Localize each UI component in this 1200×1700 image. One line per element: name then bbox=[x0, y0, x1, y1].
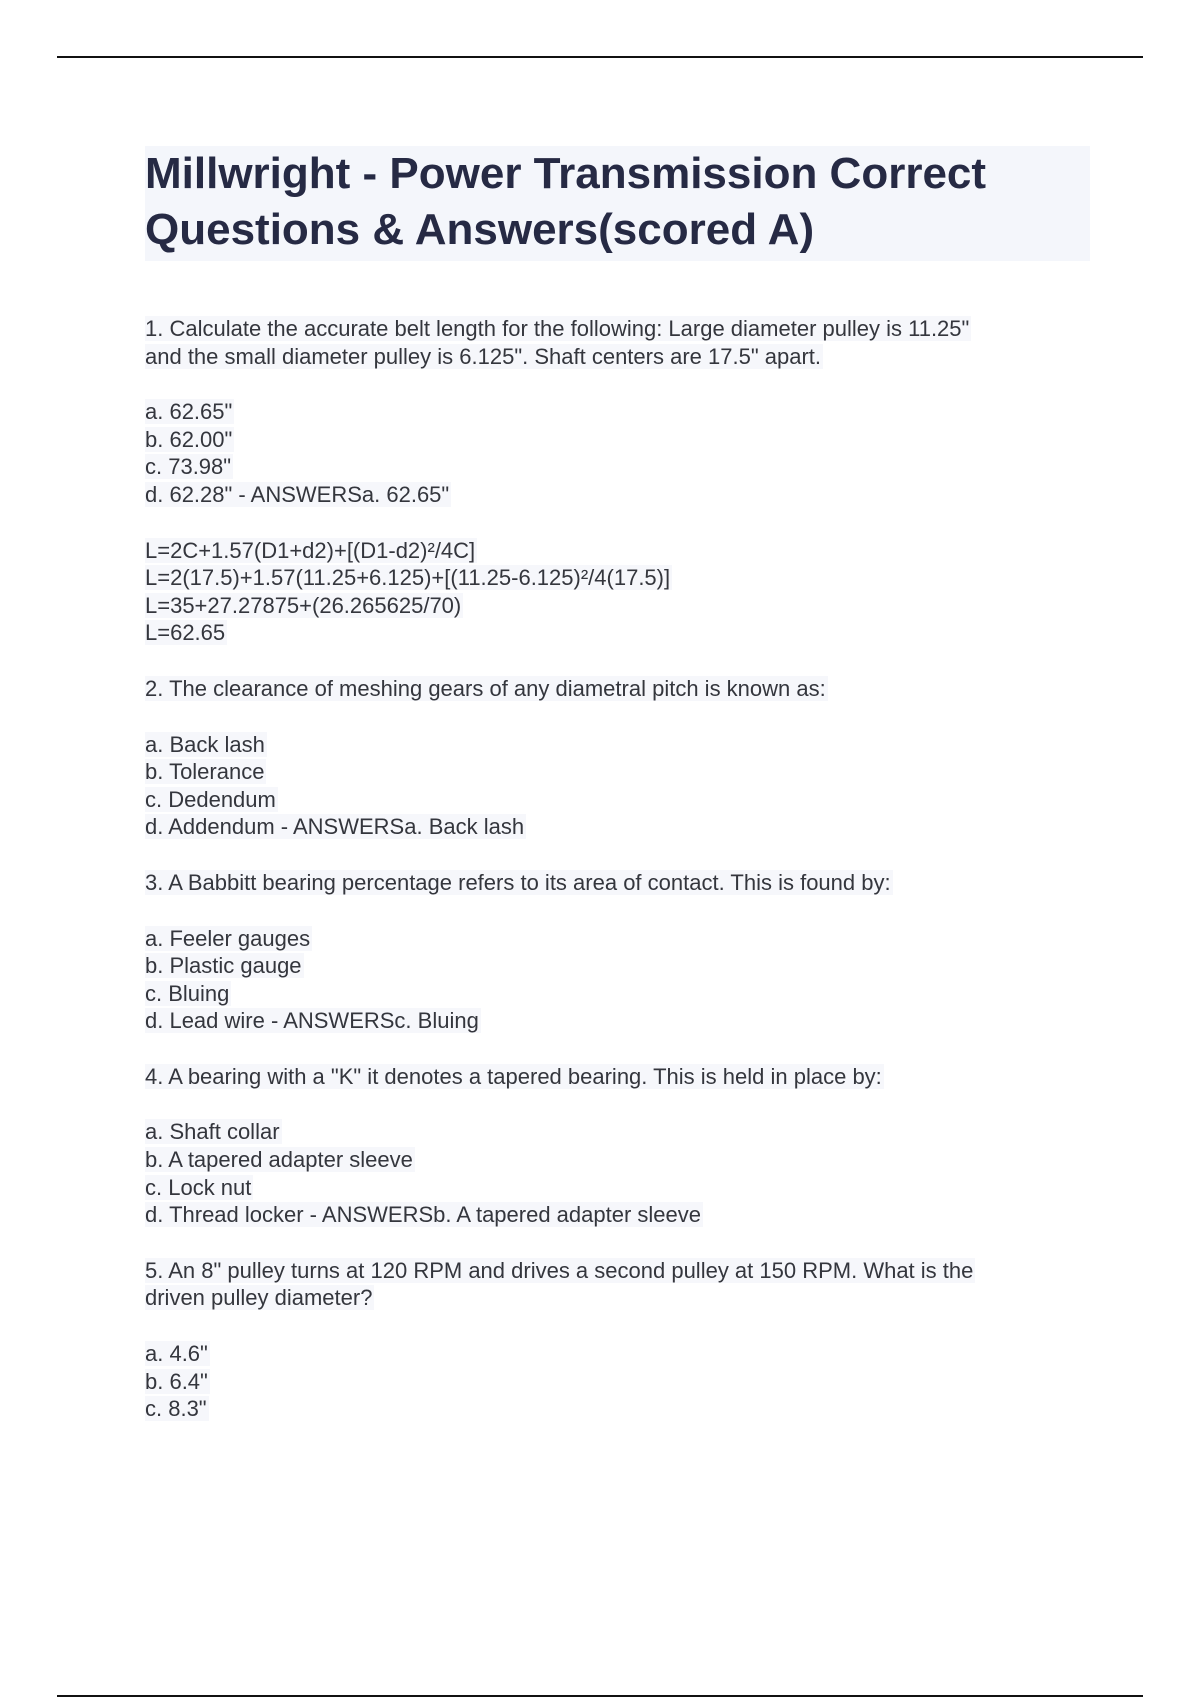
option: a. Shaft collar bbox=[145, 1119, 280, 1145]
option: b. Tolerance bbox=[145, 759, 265, 785]
question-line: and the small diameter pulley is 6.125". Shaft centers are 17.5" apart. bbox=[145, 343, 821, 369]
question-line: 3. A Babbitt bearing percentage refers to its area of contact. This is found by: bbox=[145, 869, 891, 895]
option-with-answer: d. Thread locker - ANSWERSb. A tapered adapter sleeve bbox=[145, 1202, 702, 1228]
question-text bbox=[145, 315, 1090, 370]
formula-line: L=35+27.27875+(26.265625/70) bbox=[145, 592, 462, 618]
option: c. 8.3" bbox=[145, 1396, 207, 1422]
question-text bbox=[145, 1257, 1090, 1312]
answer-options bbox=[145, 1118, 1090, 1228]
option: b. Plastic gauge bbox=[145, 953, 302, 979]
option-with-answer: d. 62.28" - ANSWERSa. 62.65" bbox=[145, 481, 450, 507]
option: a. 62.65" bbox=[145, 399, 233, 425]
formula-line: L=62.65 bbox=[145, 620, 226, 646]
question-item bbox=[145, 869, 1090, 1035]
top-rule bbox=[57, 56, 1143, 58]
answer-explanation bbox=[145, 537, 1090, 647]
option: a. Back lash bbox=[145, 731, 265, 757]
document-body bbox=[145, 146, 1090, 1423]
answer-options bbox=[145, 398, 1090, 508]
option: a. Feeler gauges bbox=[145, 925, 311, 951]
question-line: driven pulley diameter? bbox=[145, 1285, 373, 1311]
title-line: Millwright - Power Transmission Correct bbox=[145, 149, 987, 198]
question-line: 1. Calculate the accurate belt length for the following: Large diameter pulley is 11.25" bbox=[145, 316, 970, 341]
question-item bbox=[145, 315, 1090, 647]
option: b. 62.00" bbox=[145, 426, 233, 452]
option: b. 6.4" bbox=[145, 1368, 208, 1394]
question-text bbox=[145, 869, 1090, 897]
question-text bbox=[145, 675, 1090, 703]
question-item bbox=[145, 675, 1090, 841]
option: a. 4.6" bbox=[145, 1341, 208, 1367]
option-with-answer: d. Addendum - ANSWERSa. Back lash bbox=[145, 814, 525, 840]
option: c. 73.98" bbox=[145, 454, 232, 480]
answer-options bbox=[145, 731, 1090, 841]
title-line: Questions & Answers(scored A) bbox=[145, 205, 815, 254]
option: c. Lock nut bbox=[145, 1174, 252, 1200]
option: c. Dedendum bbox=[145, 786, 276, 812]
question-line: 5. An 8" pulley turns at 120 RPM and drives a second pulley at 150 RPM. What is the bbox=[145, 1257, 974, 1283]
formula-line: L=2C+1.57(D1+d2)+[(D1-d2)²/4C] bbox=[145, 537, 476, 563]
formula-line: L=2(17.5)+1.57(11.25+6.125)+[(11.25-6.125)²/4(17.5)] bbox=[145, 565, 671, 591]
question-line: 4. A bearing with a "K" it denotes a tapered bearing. This is held in place by: bbox=[145, 1063, 882, 1089]
question-item bbox=[145, 1063, 1090, 1229]
question-line: 2. The clearance of meshing gears of any diametral pitch is known as: bbox=[145, 675, 826, 701]
document-title bbox=[145, 146, 1090, 261]
answer-options bbox=[145, 925, 1090, 1035]
option-with-answer: d. Lead wire - ANSWERSc. Bluing bbox=[145, 1008, 479, 1034]
question-text bbox=[145, 1063, 1090, 1091]
question-item bbox=[145, 1257, 1090, 1423]
option: c. Bluing bbox=[145, 980, 230, 1006]
answer-options bbox=[145, 1340, 1090, 1423]
bottom-rule bbox=[57, 1695, 1143, 1697]
option: b. A tapered adapter sleeve bbox=[145, 1147, 413, 1173]
